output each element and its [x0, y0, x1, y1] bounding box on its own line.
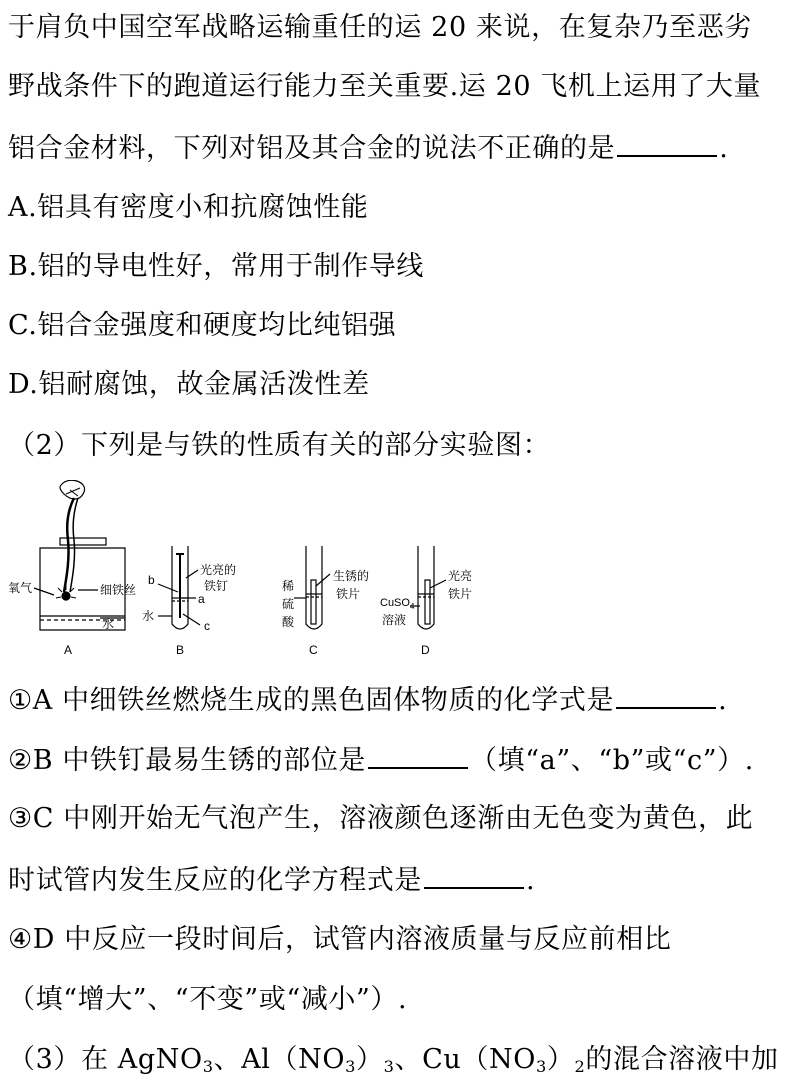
label-a: a [198, 592, 205, 606]
label-c: c [204, 619, 210, 633]
label-water-b: 水 [142, 609, 155, 623]
caption-d: D [421, 643, 430, 657]
option-c: C.铝合金强度和硬度均比纯铝强 [8, 310, 397, 341]
label-rusty-1: 生锈的 [333, 569, 370, 583]
q3-subscript: 3 [535, 1057, 547, 1077]
q3-part: ） [356, 1044, 384, 1075]
q3-subscript: 3 [383, 1057, 395, 1077]
subquestion-2-hint: （填“a”、“b”或“c”）. [470, 745, 754, 776]
apparatus-a [34, 480, 125, 630]
text-line-1: 于肩负中国空军战略运输重任的运 20 来说，在复杂乃至恶劣 [8, 12, 752, 43]
subquestion-4b: （填“增大”、“不变”或“减小”）. [8, 984, 408, 1015]
answer-blank-3[interactable] [368, 741, 468, 769]
caption-b: B [176, 643, 185, 657]
label-shiny-1: 光亮 [448, 569, 473, 583]
label-water-a: 水 [102, 617, 115, 631]
subquestion-3b-text: 时试管内发生反应的化学方程式是 [8, 865, 422, 896]
label-oxygen: 氧气 [8, 581, 33, 595]
q3-part: 的混合溶液中加 [585, 1044, 779, 1075]
option-d: D.铝耐腐蚀，故金属活泼性差 [8, 369, 370, 400]
label-shiny-nail-2: 铁钉 [204, 579, 229, 593]
subquestion-3b [8, 861, 535, 899]
label-shiny-nail-1: 光亮的 [200, 563, 237, 577]
q3-subscript: 3 [345, 1057, 357, 1077]
question-2-title: （2）下列是与铁的性质有关的部分实验图： [8, 430, 551, 461]
period: . [718, 685, 728, 716]
label-shiny-2: 铁片 [448, 587, 473, 601]
period: . [526, 865, 536, 896]
label-solution: 溶液 [382, 613, 407, 627]
experiment-figure [0, 480, 794, 660]
q3-subscript: 3 [202, 1057, 214, 1077]
subquestion-1 [8, 681, 727, 719]
caption-c: C [309, 643, 318, 657]
label-rusty-2: 铁片 [336, 587, 361, 601]
q3-part: （3）在 AgNO [8, 1044, 203, 1075]
q3-part: ） [546, 1044, 575, 1075]
option-a: A.铝具有密度小和抗腐蚀性能 [8, 192, 369, 223]
subquestion-2 [8, 741, 754, 779]
apparatus-d [410, 546, 446, 629]
label-b: b [148, 573, 155, 587]
question-3 [8, 1042, 779, 1085]
label-acid-1: 稀 [282, 579, 295, 593]
label-cuso4: CuSO$_4$ [380, 597, 415, 611]
caption-a: A [64, 643, 73, 657]
q3-subscript: 2 [574, 1057, 586, 1077]
apparatus-b [158, 546, 200, 629]
option-b: B.铝的导电性好，常用于制作导线 [8, 251, 425, 282]
subquestion-4a: ④D 中反应一段时间后，试管内溶液质量与反应前相比 [8, 924, 672, 955]
q3-part: 、Cu（NO [394, 1044, 536, 1075]
apparatus-c [294, 546, 330, 629]
answer-blank-2[interactable] [616, 681, 716, 709]
subquestion-1-text: ①A 中细铁丝燃烧生成的黑色固体物质的化学式是 [8, 685, 615, 716]
text-line-2: 野战条件下的跑道运行能力至关重要.运 20 飞机上运用了大量 [8, 71, 762, 102]
answer-blank-4[interactable] [424, 861, 524, 889]
subquestion-2-text: ②B 中铁钉最易生锈的部位是 [8, 745, 367, 776]
question-stem: 铝合金材料，下列对铝及其合金的说法不正确的是 [8, 133, 616, 164]
q3-part: 、Al（NO [213, 1044, 346, 1075]
subquestion-3a: ③C 中刚开始无气泡产生，溶液颜色逐渐由无色变为黄色，此 [8, 803, 754, 834]
text-line-3 [8, 129, 728, 167]
label-acid-3: 酸 [282, 615, 295, 629]
label-acid-2: 硫 [282, 597, 295, 611]
answer-blank-1[interactable] [617, 129, 717, 157]
label-iron-wire: 细铁丝 [100, 583, 137, 597]
period: . [719, 133, 729, 164]
